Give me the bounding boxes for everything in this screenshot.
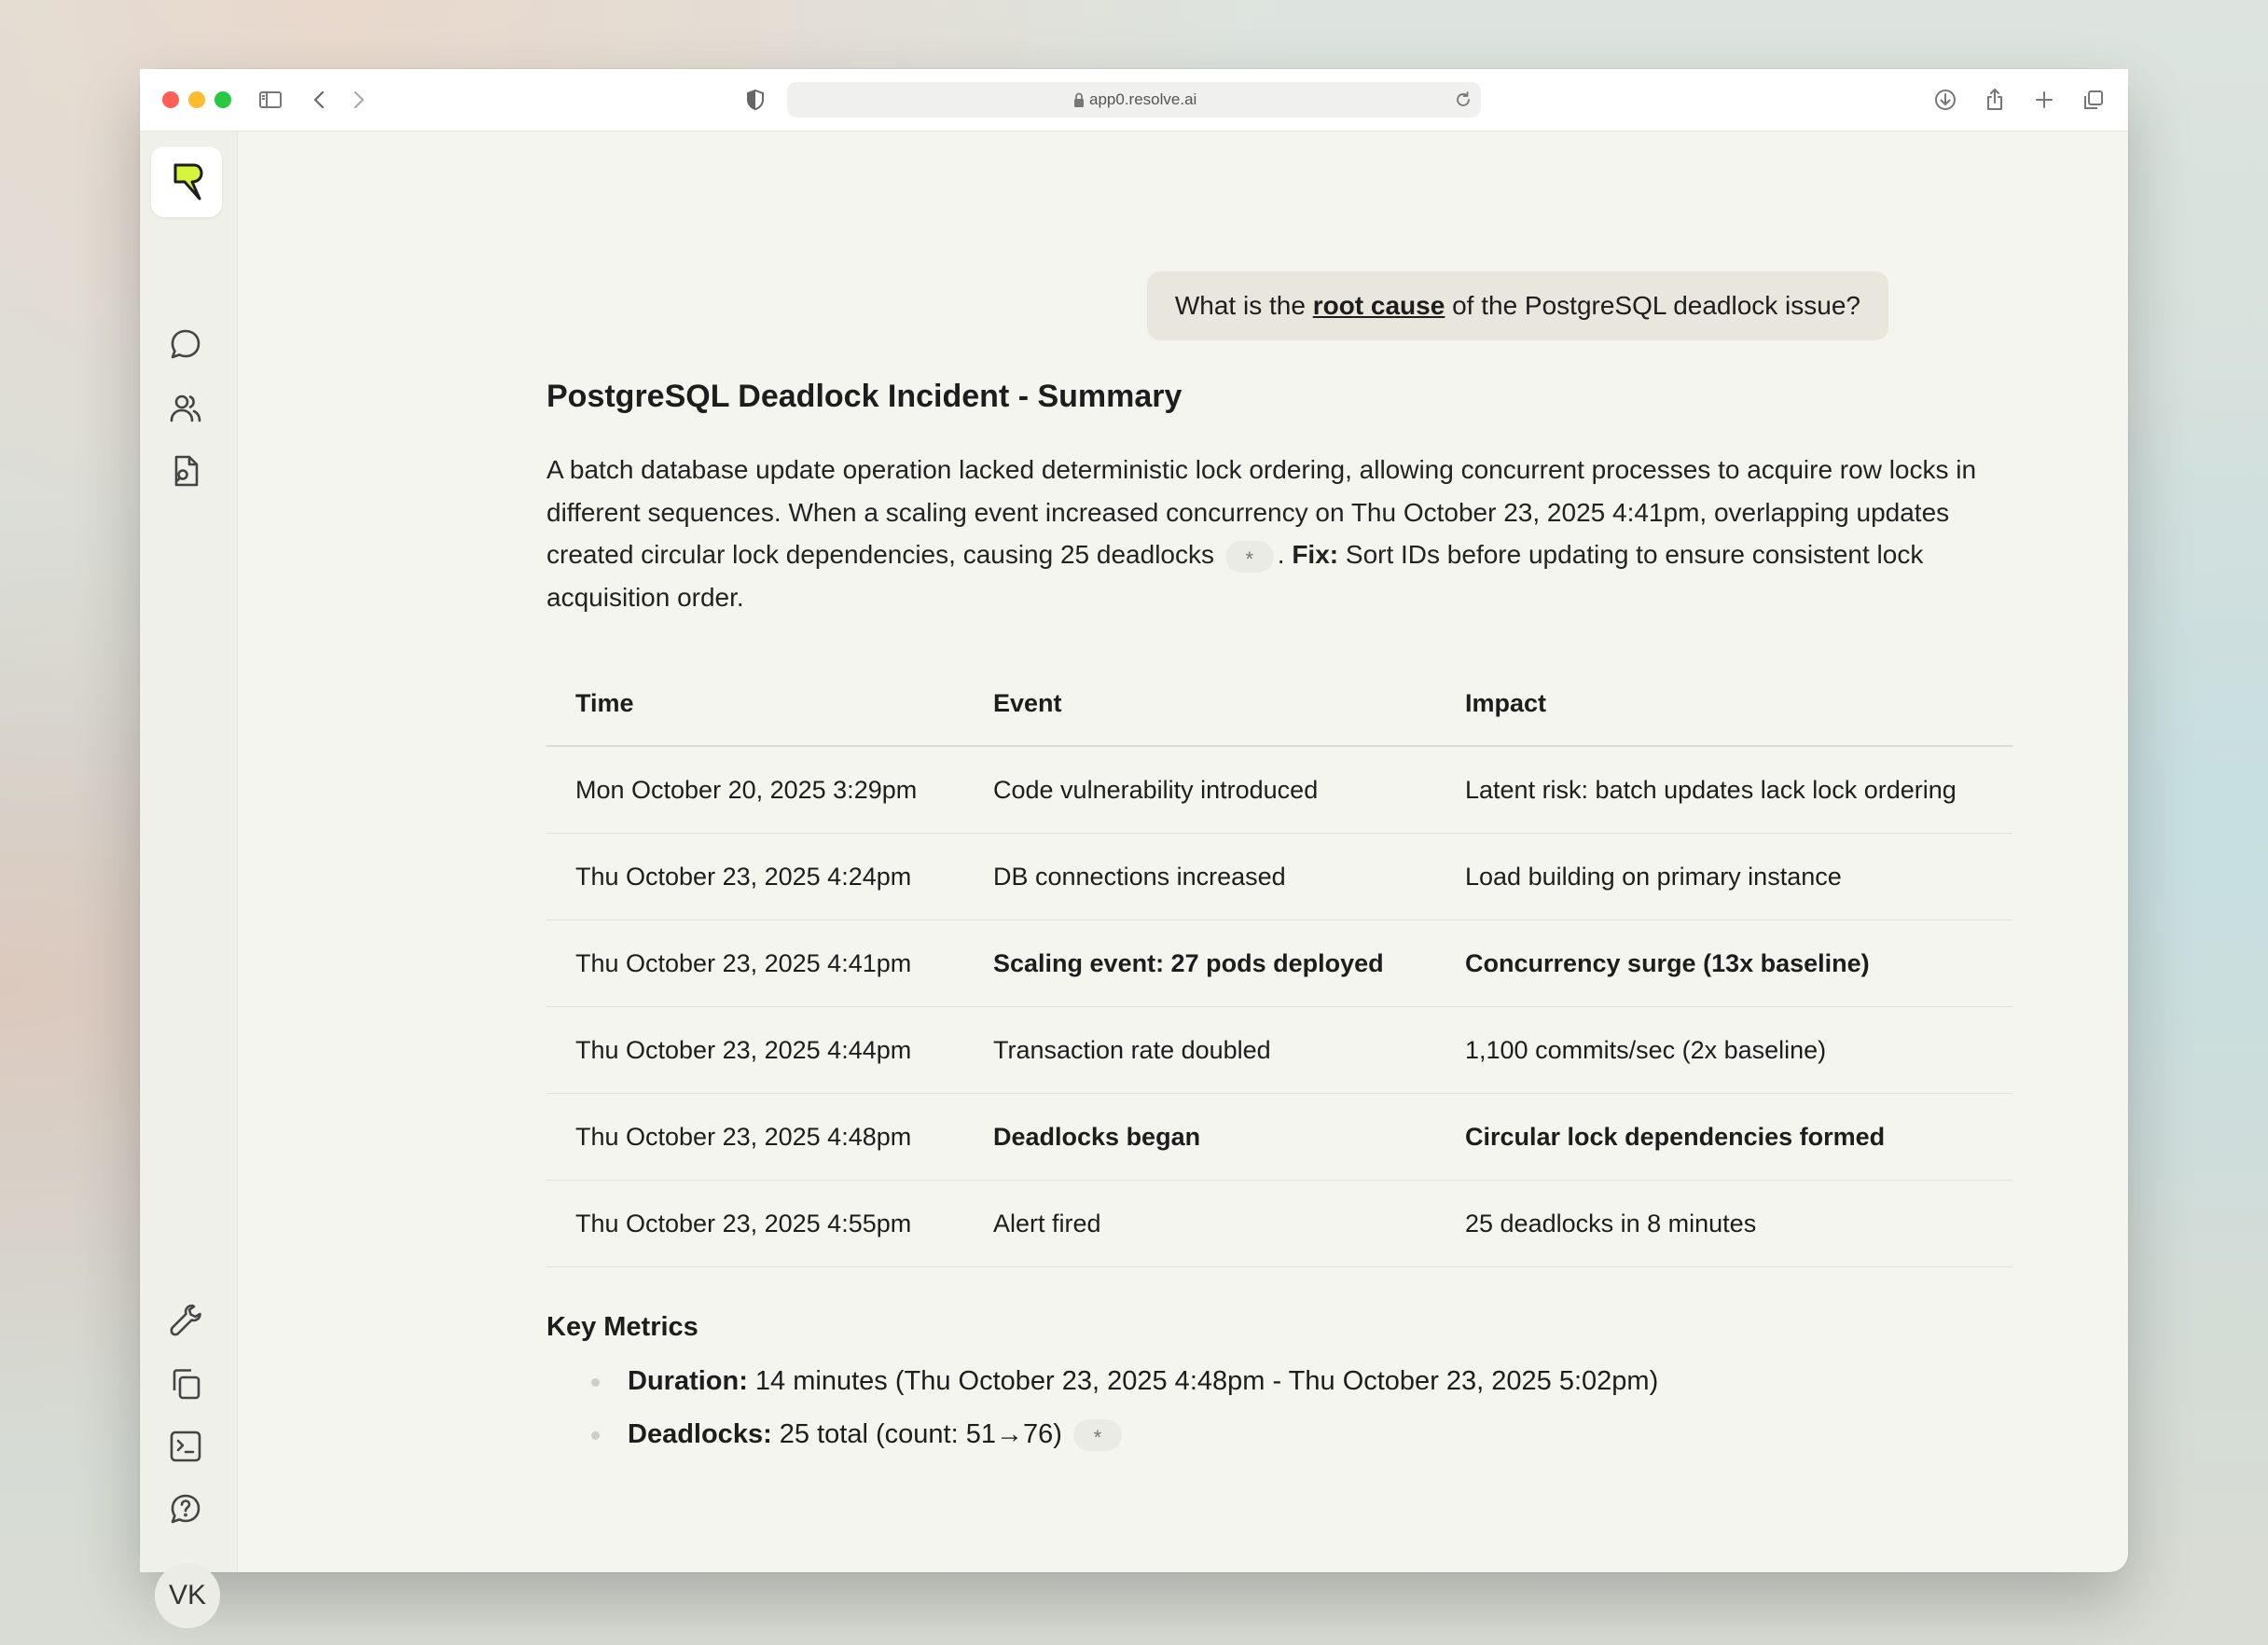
fix-text: Sort IDs before updating to ensure consistent lock acquisition order. [546, 540, 1924, 612]
browser-toolbar [140, 69, 2128, 131]
cell-impact: Latent risk: batch updates lack lock ordering [1436, 746, 2012, 834]
back-icon[interactable] [306, 86, 334, 114]
cell-event: Code vulnerability introduced [964, 746, 1436, 834]
privacy-shield-icon[interactable] [741, 86, 769, 114]
table-row [546, 1094, 2012, 1181]
help-icon[interactable] [167, 1491, 204, 1528]
tab-overview-icon[interactable] [2080, 86, 2108, 114]
sidebar-toggle-icon[interactable] [256, 86, 284, 114]
cell-event: Alert fired [964, 1181, 1436, 1267]
metric-value: 25 total (count: 51→76) [771, 1419, 1062, 1449]
metric-label: Deadlocks: [628, 1419, 772, 1449]
table-row [546, 834, 2012, 920]
share-icon[interactable] [1981, 86, 2009, 114]
new-tab-icon[interactable] [2030, 86, 2058, 114]
column-header-impact: Impact [1436, 661, 2012, 746]
cell-impact: Circular lock dependencies formed [1436, 1094, 2012, 1181]
user-avatar[interactable]: VK [155, 1563, 220, 1628]
summary-title: PostgreSQL Deadlock Incident - Summary [546, 379, 1182, 414]
question-suffix: of the PostgreSQL deadlock issue? [1445, 291, 1860, 320]
url-text: app0.resolve.ai [1089, 90, 1197, 108]
table-row [546, 920, 2012, 1007]
summary-body: A batch database update operation lacked deterministic lock ordering, allowing concurrent processes to acquire row locks in different sequences. When a scaling event increased concurrency on Thu October 23, 2025 4:41pm, overlapping updates created circular lock dependencies, causing 25 deadlocks [546, 455, 1977, 569]
cell-time: Thu October 23, 2025 4:44pm [546, 1007, 964, 1094]
key-metrics-title: Key Metrics [546, 1312, 698, 1342]
summary-paragraph: A batch database update operation lacked deterministic lock ordering, allowing concurrent processes to acquire row locks in different sequences. When a scaling event increased concurrency on Thu October 23, 2025 4:41pm, overlapping updates created circular lock dependencies, causing 25 deadlocks * . Fix: Sort IDs before updating to ensure consistent lock acquisition order. [546, 455, 1977, 612]
cell-time: Thu October 23, 2025 4:41pm [546, 920, 964, 1007]
table-row [546, 746, 2012, 834]
cell-event: Scaling event: 27 pods deployed [964, 920, 1436, 1007]
cell-impact: 25 deadlocks in 8 minutes [1436, 1181, 2012, 1267]
user-question-bubble [1147, 271, 1888, 340]
address-bar[interactable] [787, 82, 1481, 118]
lock-icon [1072, 91, 1086, 108]
table-row [546, 1007, 2012, 1094]
zoom-window-button[interactable] [214, 91, 231, 108]
downloads-icon[interactable] [1931, 86, 1959, 114]
cell-impact: Concurrency surge (13x baseline) [1436, 920, 2012, 1007]
resolve-logo-icon [168, 161, 205, 202]
cell-time: Thu October 23, 2025 4:55pm [546, 1181, 964, 1267]
cell-impact: Load building on primary instance [1436, 834, 2012, 920]
key-metrics-list [546, 1355, 2012, 1461]
cell-time: Thu October 23, 2025 4:48pm [546, 1094, 964, 1181]
metric-value: 14 minutes (Thu October 23, 2025 4:48pm - Thu October 23, 2025 5:02pm) [747, 1366, 1659, 1396]
minimize-window-button[interactable] [188, 91, 205, 108]
incident-timeline-table [546, 661, 2012, 1267]
column-header-time: Time [546, 661, 964, 746]
reload-icon[interactable] [1453, 90, 1473, 110]
terminal-icon[interactable] [167, 1428, 204, 1465]
wrench-icon[interactable] [167, 1301, 204, 1338]
fix-label: Fix: [1292, 540, 1339, 569]
cell-event: Deadlocks began [964, 1094, 1436, 1181]
browser-window [140, 69, 2128, 1610]
citation-chip[interactable]: * [1073, 1419, 1122, 1451]
list-item [591, 1355, 2012, 1408]
copy-icon[interactable] [167, 1365, 204, 1403]
cell-event: DB connections increased [964, 834, 1436, 920]
question-prefix: What is the [1174, 291, 1313, 320]
cell-time: Thu October 23, 2025 4:24pm [546, 834, 964, 920]
cell-event: Transaction rate doubled [964, 1007, 1436, 1094]
chat-content [237, 131, 2128, 1572]
forward-icon[interactable] [344, 86, 372, 114]
metric-label: Duration: [628, 1366, 748, 1396]
column-header-event: Event [964, 661, 1436, 746]
list-item [591, 1408, 2012, 1461]
table-header-row [546, 661, 2012, 746]
close-window-button[interactable] [162, 91, 179, 108]
document-search-icon[interactable] [167, 452, 204, 490]
app-logo[interactable] [151, 146, 222, 217]
table-row [546, 1181, 2012, 1267]
chat-icon[interactable] [167, 326, 204, 364]
cell-time: Mon October 20, 2025 3:29pm [546, 746, 964, 834]
citation-chip[interactable]: * [1225, 541, 1274, 573]
cell-impact: 1,100 commits/sec (2x baseline) [1436, 1007, 2012, 1094]
question-emphasis: root cause [1312, 291, 1445, 320]
app-sidebar [140, 131, 238, 1610]
users-icon[interactable] [167, 390, 204, 427]
assistant-answer [546, 376, 2012, 1461]
